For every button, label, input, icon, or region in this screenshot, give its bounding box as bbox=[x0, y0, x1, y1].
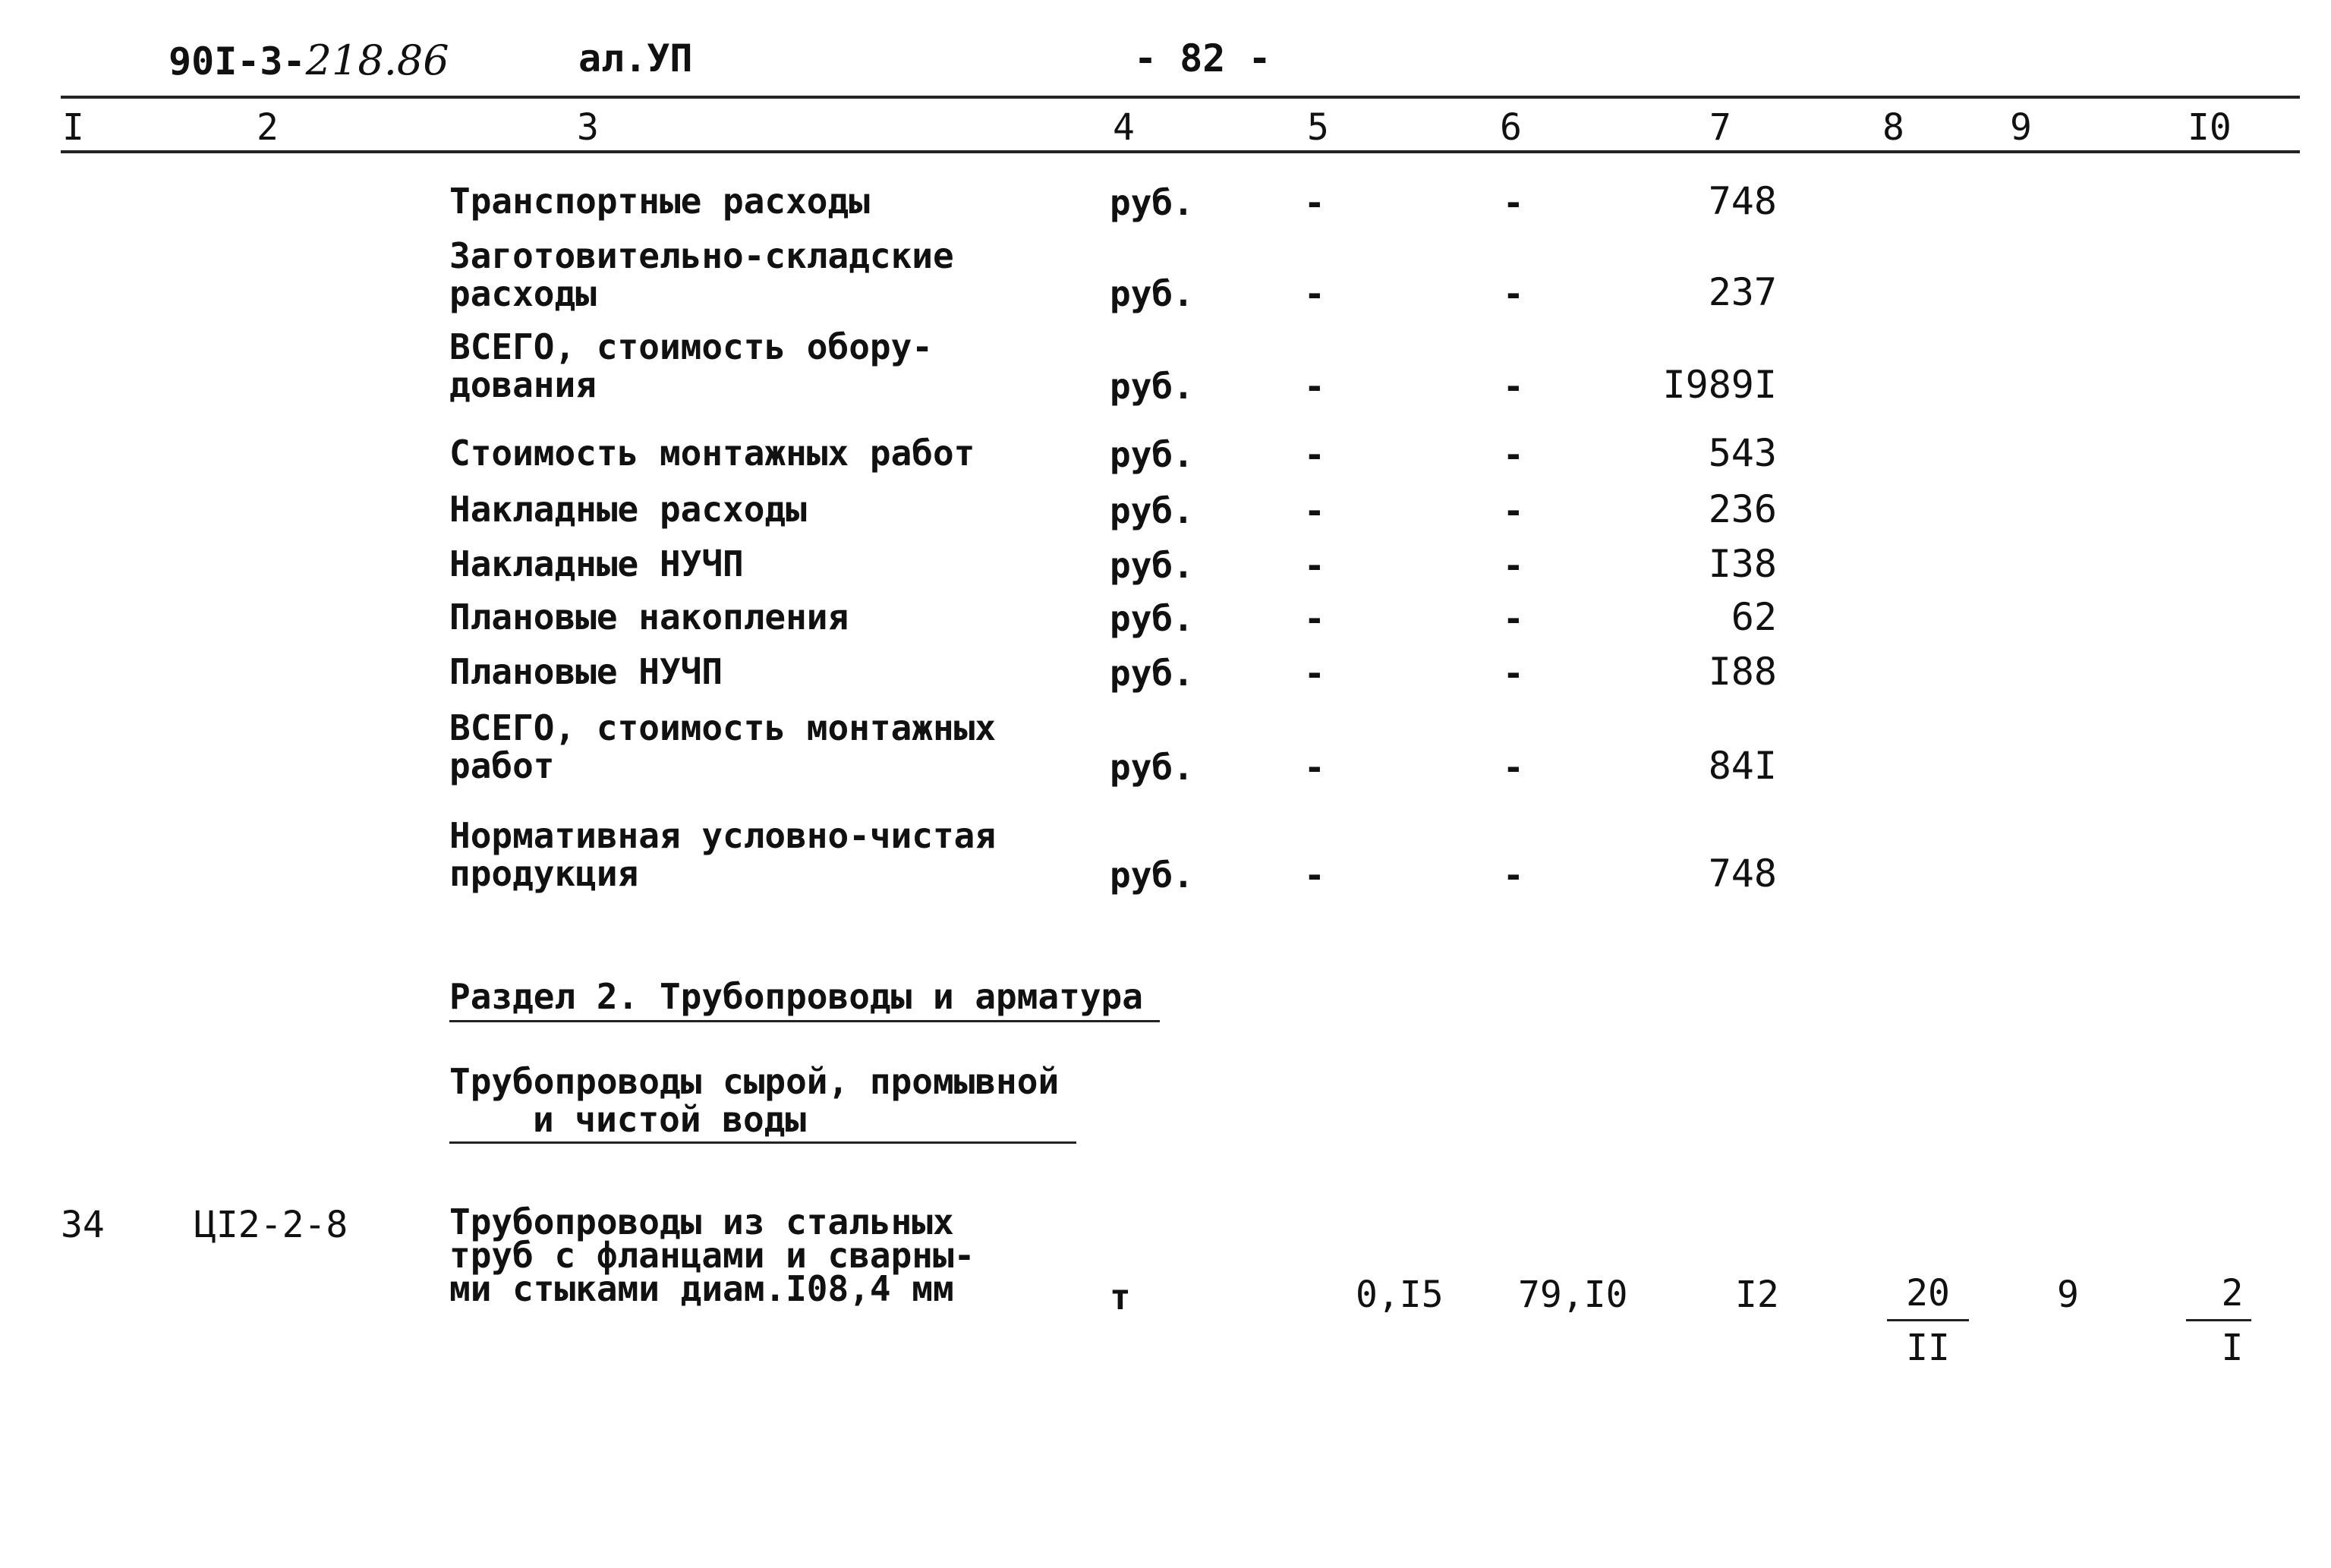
row-col5: - bbox=[1304, 273, 1325, 314]
row-col5: - bbox=[1304, 434, 1325, 475]
row-col7: 748 bbox=[1708, 852, 1777, 896]
column-number-8: 8 bbox=[1882, 106, 1904, 149]
row-unit: руб. bbox=[1110, 366, 1194, 407]
column-number-2: 2 bbox=[257, 106, 279, 149]
item-col8-fraction-bar bbox=[1887, 1319, 1969, 1321]
row-name: Накладные НУЧП bbox=[449, 543, 744, 584]
column-number-10: I0 bbox=[2188, 106, 2232, 149]
row-unit: руб. bbox=[1110, 490, 1194, 531]
row-name: Плановые накопления bbox=[449, 597, 849, 638]
row-unit: руб. bbox=[1110, 273, 1194, 314]
subsection-title: Трубопроводы сырой, промывной и чистой воды bbox=[449, 1061, 1060, 1140]
row-col5: - bbox=[1304, 366, 1325, 407]
section-title: Раздел 2. Трубопроводы и арматура bbox=[449, 976, 1143, 1017]
row-col6: - bbox=[1503, 747, 1524, 788]
column-number-7: 7 bbox=[1709, 106, 1731, 149]
row-col6: - bbox=[1503, 598, 1524, 639]
row-unit: руб. bbox=[1110, 747, 1194, 788]
row-name: Стоимость монтажных работ bbox=[449, 433, 975, 474]
row-name: ВСЕГО, стоимость обору- дования bbox=[449, 326, 933, 405]
doc-code-printed: 90I-3- bbox=[169, 39, 306, 83]
item-col8-denominator: II bbox=[1906, 1327, 1950, 1369]
doc-code-handwritten: 218.86 bbox=[305, 36, 449, 84]
row-col6: - bbox=[1503, 545, 1524, 586]
row-col5: - bbox=[1304, 598, 1325, 639]
item-col10-denominator: I bbox=[2221, 1327, 2244, 1369]
row-name: Нормативная условно-чистая продукция bbox=[449, 815, 997, 894]
row-col5: - bbox=[1304, 855, 1325, 896]
row-col5: - bbox=[1304, 653, 1325, 694]
column-number-4: 4 bbox=[1113, 106, 1135, 149]
header-bottom-rule bbox=[61, 150, 2300, 153]
item-col10-numerator: 2 bbox=[2221, 1272, 2244, 1315]
item-number: 34 bbox=[61, 1204, 105, 1246]
item-col6: 79,I0 bbox=[1518, 1274, 1628, 1316]
row-name: ВСЕГО, стоимость монтажных работ bbox=[449, 707, 997, 786]
row-col7: 237 bbox=[1708, 270, 1777, 314]
row-name: Транспортные расходы bbox=[449, 181, 870, 222]
page-number: - 82 - bbox=[1134, 36, 1271, 80]
row-col7: I989I bbox=[1662, 363, 1777, 407]
item-name: Трубопроводы из стальных труб с фланцами и сварны- ми стыками диам.I08,4 мм bbox=[449, 1201, 975, 1309]
row-unit: руб. bbox=[1110, 653, 1194, 694]
row-col6: - bbox=[1503, 366, 1524, 407]
column-number-5: 5 bbox=[1307, 106, 1329, 149]
row-col6: - bbox=[1503, 490, 1524, 531]
item-unit: т bbox=[1110, 1277, 1131, 1318]
row-col7: 84I bbox=[1708, 744, 1777, 788]
row-name: Заготовительно-складские расходы bbox=[449, 235, 954, 314]
subsection-title-underline bbox=[449, 1141, 1076, 1144]
row-col5: - bbox=[1304, 545, 1325, 586]
row-unit: руб. bbox=[1110, 434, 1194, 475]
row-name: Накладные расходы bbox=[449, 489, 807, 530]
doc-code bbox=[169, 36, 449, 84]
item-col5: 0,I5 bbox=[1356, 1274, 1444, 1316]
column-number-1: I bbox=[62, 106, 84, 149]
row-col7: 236 bbox=[1708, 487, 1777, 531]
header-top-rule bbox=[61, 96, 2300, 99]
row-col7: 62 bbox=[1731, 595, 1777, 639]
row-col7: 748 bbox=[1708, 179, 1777, 223]
item-col9: 9 bbox=[2057, 1274, 2079, 1316]
item-col8-numerator: 20 bbox=[1906, 1272, 1950, 1315]
sheet-label: ал.УП bbox=[578, 36, 693, 80]
row-col6: - bbox=[1503, 273, 1524, 314]
row-col5: - bbox=[1304, 182, 1325, 223]
row-unit: руб. bbox=[1110, 545, 1194, 586]
column-number-3: 3 bbox=[577, 106, 599, 149]
row-col7: 543 bbox=[1708, 431, 1777, 475]
row-unit: руб. bbox=[1110, 182, 1194, 223]
item-col10-fraction-bar bbox=[2186, 1319, 2251, 1321]
row-col6: - bbox=[1503, 434, 1524, 475]
row-col6: - bbox=[1503, 653, 1524, 694]
row-col5: - bbox=[1304, 490, 1325, 531]
row-col5: - bbox=[1304, 747, 1325, 788]
item-col7: I2 bbox=[1735, 1274, 1779, 1316]
row-unit: руб. bbox=[1110, 855, 1194, 896]
row-col6: - bbox=[1503, 855, 1524, 896]
column-number-6: 6 bbox=[1500, 106, 1522, 149]
row-unit: руб. bbox=[1110, 598, 1194, 639]
section-title-underline bbox=[449, 1020, 1160, 1022]
column-number-9: 9 bbox=[2010, 106, 2032, 149]
row-col7: I88 bbox=[1708, 650, 1777, 694]
row-col7: I38 bbox=[1708, 542, 1777, 586]
item-code: ЦI2-2-8 bbox=[194, 1204, 348, 1246]
row-col6: - bbox=[1503, 182, 1524, 223]
row-name: Плановые НУЧП bbox=[449, 651, 723, 692]
